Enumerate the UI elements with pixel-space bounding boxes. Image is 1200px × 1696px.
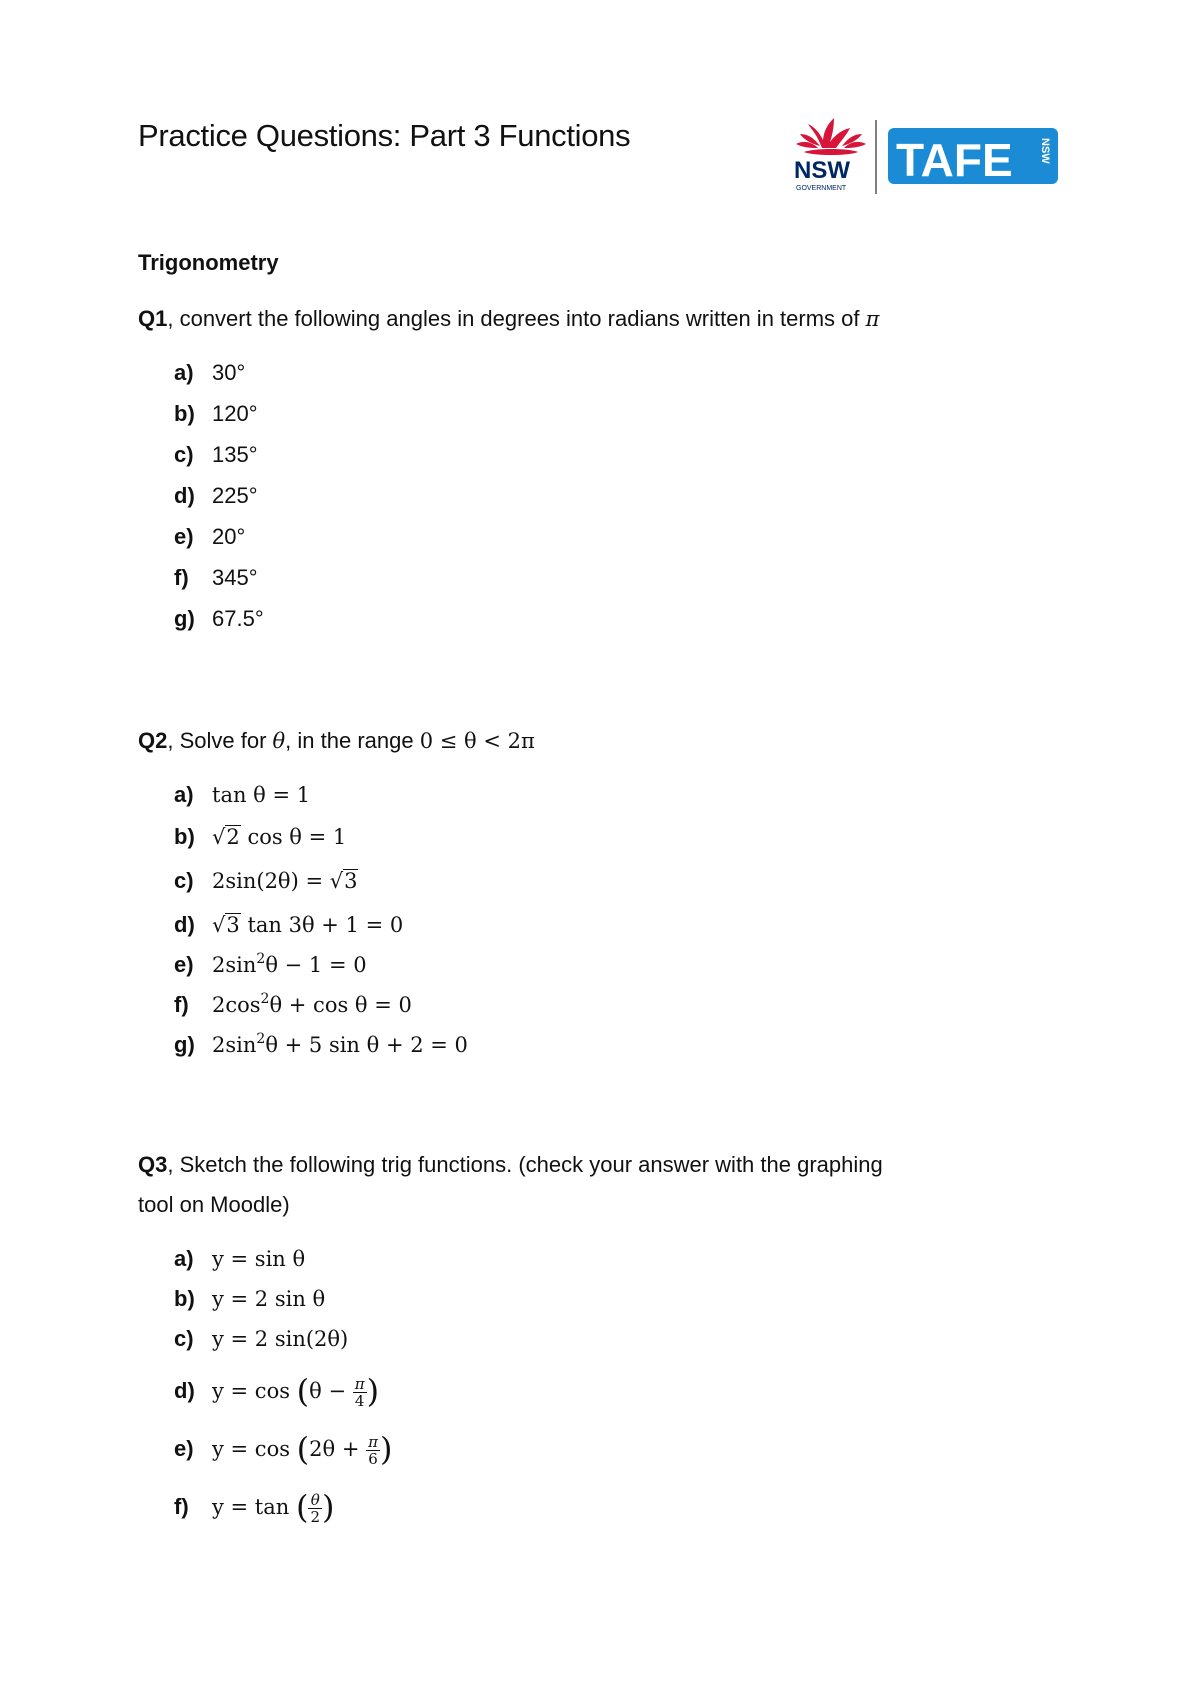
q2-item-expr-post: tan 3θ + 1 = 0 — [240, 913, 404, 937]
q2-item-label: d) — [174, 912, 195, 937]
q2-item-label: b) — [174, 824, 195, 849]
q2-item-post: θ + 5 sin θ + 2 = 0 — [265, 1033, 468, 1057]
q3-item — [174, 1430, 392, 1488]
q1-item-label: e) — [174, 524, 194, 549]
q3-list — [174, 1246, 392, 1546]
section-heading-trigonometry: Trigonometry — [138, 250, 279, 275]
q2-item — [174, 992, 468, 1032]
q1-item-value: 225° — [212, 483, 258, 508]
fraction-denominator: 4 — [354, 1392, 365, 1410]
q1-item-value: 135° — [212, 442, 258, 467]
fraction-numerator: θ — [308, 1492, 322, 1509]
q1-item-value: 345° — [212, 565, 258, 590]
q2-item — [174, 912, 468, 952]
q1-item-label: a) — [174, 360, 194, 385]
q2-item-expr-pre: 2sin(2θ) = — [212, 869, 330, 893]
q1-item — [174, 606, 264, 647]
q1-item-label: d) — [174, 483, 195, 508]
q2-item — [174, 868, 468, 912]
q3-item-expr: y = sin θ — [212, 1247, 306, 1271]
q2-item-label: a) — [174, 782, 194, 807]
q2-item-label: g) — [174, 1032, 195, 1057]
q1-pi: π — [865, 307, 880, 331]
q2-item-pre: 2cos — [212, 993, 261, 1017]
q2-theta: θ — [272, 729, 286, 753]
q3-text-line1: , Sketch the following trig functions. (check your answer with the graphing — [167, 1152, 883, 1177]
sqrt-symbol: √2 — [212, 825, 240, 849]
q2-range-text: , in the range — [285, 728, 420, 753]
q3-item-label: d) — [174, 1378, 195, 1403]
q1-list — [174, 360, 264, 647]
q2-item — [174, 824, 468, 868]
q1-item-value: 20° — [212, 524, 246, 549]
q1-text: , convert the following angles in degrees into radians written in terms of — [167, 306, 866, 331]
nsw-tafe-logo — [790, 118, 1070, 204]
fraction — [366, 1434, 380, 1467]
fraction-denominator: 2 — [310, 1508, 321, 1526]
q3-item-pre: y = cos — [212, 1437, 297, 1461]
q3-prompt-line2: tool on Moodle) — [138, 1192, 290, 1217]
q2-list — [174, 782, 468, 1072]
q2-item-radicand: 3 — [226, 913, 240, 937]
q2-item-post: θ − 1 = 0 — [265, 953, 367, 977]
logo-tafe-text: TAFE — [896, 134, 1013, 186]
q1-item-label: g) — [174, 606, 195, 631]
sqrt-symbol: √3 — [329, 869, 358, 893]
q1-item-label: c) — [174, 442, 194, 467]
q2-item-sup: 2 — [256, 1031, 266, 1047]
q3-item-label: e) — [174, 1436, 194, 1461]
q1-item-value: 30° — [212, 360, 246, 385]
q2-item-radicand: 2 — [226, 825, 240, 849]
fraction-numerator: π — [368, 1433, 378, 1451]
q3-item — [174, 1246, 392, 1286]
q2-item-label: c) — [174, 868, 194, 893]
q3-item-label: a) — [174, 1246, 194, 1271]
q2-item-label: f) — [174, 992, 189, 1017]
q2-item — [174, 782, 468, 824]
q3-item — [174, 1372, 392, 1430]
q1-prompt — [138, 304, 879, 334]
q3-item-pre: y = tan — [212, 1495, 296, 1519]
q3-item-label: b) — [174, 1286, 195, 1311]
sqrt-symbol: √3 — [212, 913, 240, 937]
fraction — [308, 1492, 322, 1525]
q2-item-pre: 2sin — [212, 953, 257, 977]
fraction-numerator: π — [354, 1375, 365, 1393]
open-paren: ( — [295, 1488, 309, 1526]
logo-nsw-text: NSW — [794, 157, 850, 184]
fraction — [353, 1376, 367, 1409]
q2-item-expr-post: cos θ = 1 — [240, 825, 347, 849]
q3-item — [174, 1326, 392, 1372]
q1-item-label: b) — [174, 401, 195, 426]
q2-item-expr: tan θ = 1 — [212, 783, 311, 807]
q2-prompt — [138, 726, 535, 756]
q3-item-expr: y = 2 sin θ — [212, 1287, 326, 1311]
q1-item — [174, 483, 264, 524]
q3-item-pre: y = cos — [212, 1379, 297, 1403]
q2-text: , Solve for — [167, 728, 273, 753]
waratah-icon — [796, 118, 866, 155]
q1-item-value: 67.5° — [212, 606, 264, 631]
q3-item — [174, 1488, 392, 1546]
q2-item — [174, 1032, 468, 1072]
q2-range-math: 0 ≤ θ < 2π — [419, 729, 535, 753]
q2-item-sup: 2 — [260, 991, 270, 1007]
q2-item-pre: 2sin — [212, 1033, 257, 1057]
close-paren: ) — [322, 1488, 335, 1526]
q3-label: Q3 — [138, 1152, 168, 1177]
close-paren: ) — [366, 1372, 380, 1410]
q1-item-label: f) — [174, 565, 189, 590]
q2-label: Q2 — [138, 728, 168, 753]
q1-item — [174, 565, 264, 606]
q3-item — [174, 1286, 392, 1326]
close-paren: ) — [379, 1430, 393, 1468]
fraction-denominator: 6 — [368, 1450, 378, 1468]
q3-item-label: f) — [174, 1494, 189, 1519]
q2-item-label: e) — [174, 952, 194, 977]
q1-item — [174, 442, 264, 483]
q2-item — [174, 952, 468, 992]
q3-item-inner: θ − — [309, 1379, 353, 1403]
page-title: Practice Questions: Part 3 Functions — [138, 118, 631, 153]
open-paren: ( — [296, 1372, 310, 1410]
q2-item-radicand: 3 — [344, 869, 358, 893]
open-paren: ( — [296, 1430, 310, 1468]
q1-label: Q1 — [138, 306, 168, 331]
q1-item — [174, 360, 264, 401]
q1-item — [174, 524, 264, 565]
q3-prompt-line1 — [138, 1150, 883, 1180]
q2-item-post: θ + cos θ = 0 — [269, 993, 412, 1017]
q3-item-inner: 2θ + — [309, 1437, 367, 1461]
q3-item-expr: y = 2 sin(2θ) — [212, 1327, 349, 1351]
q1-item-value: 120° — [212, 401, 258, 426]
q1-item — [174, 401, 264, 442]
q2-item-sup: 2 — [256, 951, 266, 967]
q3-item-label: c) — [174, 1326, 194, 1351]
logo-tafe-sub: NSW — [1039, 138, 1051, 164]
logo-gov-text: GOVERNMENT — [796, 185, 847, 192]
